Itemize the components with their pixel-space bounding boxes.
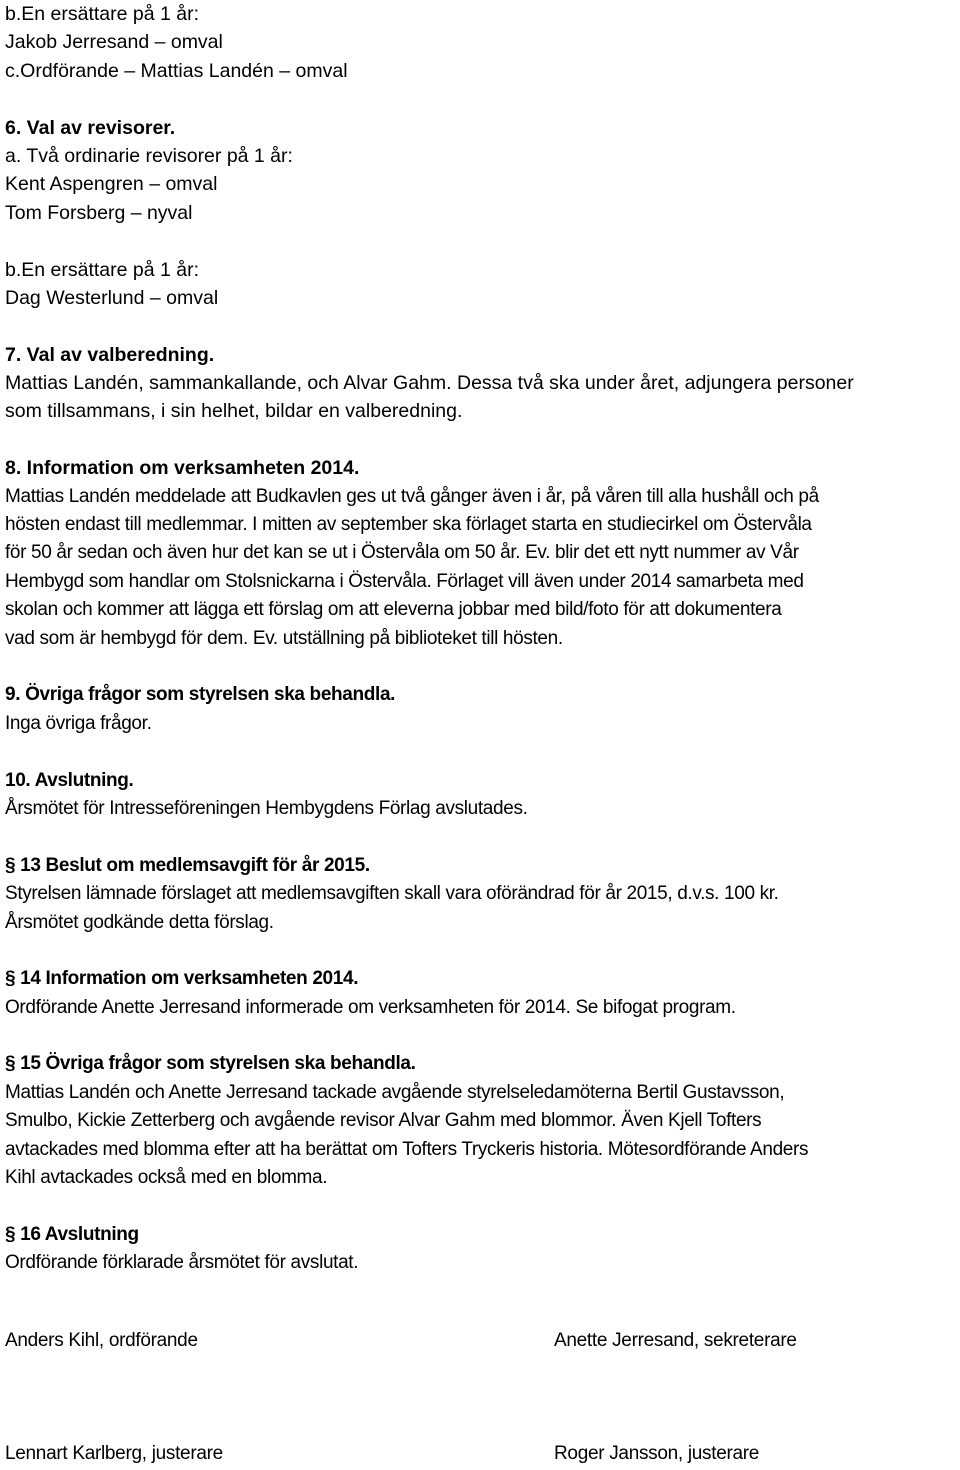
signature-row-2	[5, 1439, 955, 1469]
text-line: Ordförande Anette Jerresand informerade om verksamheten för 2014. Se bifogat program.	[5, 996, 736, 1018]
signature-chairman: Anders Kihl, ordförande	[5, 1330, 198, 1351]
signature-adjuster-1: Lennart Karlberg, justerare	[5, 1443, 223, 1464]
text-line: b.En ersättare på 1 år:	[5, 258, 200, 281]
text-line: Hembygd som handlar om Stolsnickarna i Östervåla. Förlaget vill även under 2014 samarbeta med	[5, 570, 804, 592]
paragraph-heading: § 14 Information om verksamheten 2014.	[5, 968, 359, 990]
text-line: Ordförande förklarade årsmötet för avslutat.	[5, 1252, 359, 1274]
section-6	[5, 114, 955, 228]
text-line: Dag Westerlund – omval	[5, 286, 219, 309]
signature-row-1	[5, 1326, 955, 1356]
text-line: Styrelsen lämnade förslaget att medlemsavgiften skall vara oförändrad för år 2015, d.v.s. 100 kr.	[5, 883, 779, 905]
section-heading: 6. Val av revisorer.	[5, 116, 176, 139]
paragraph-14	[5, 965, 955, 1022]
text-line: Tom Forsberg – nyval	[5, 201, 193, 224]
paragraph-15	[5, 1050, 955, 1192]
text-line: som tillsammans, i sin helhet, bildar en valberedning.	[5, 400, 463, 423]
paragraph-16	[5, 1221, 955, 1278]
text-line: Kihl avtackades också med en blomma.	[5, 1167, 328, 1189]
text-line: vad som är hembygd för dem. Ev. utställning på biblioteket till hösten.	[5, 627, 563, 649]
text-line: Jakob Jerresand – omval	[5, 31, 223, 54]
section-heading: 10. Avslutning.	[5, 769, 134, 791]
text-line: Mattias Landén och Anette Jerresand tackade avgående styrelseledamöterna Bertil Gustavsson,	[5, 1081, 785, 1103]
text-line: hösten endast till medlemmar. I mitten av september ska förlaget starta en studiecirkel om Östervåla	[5, 514, 812, 536]
text-line: avtackades med blomma efter att ha berättat om Tofters Tryckeris historia. Mötesordförande Anders	[5, 1138, 809, 1160]
signature-adjuster-2: Roger Jansson, justerare	[554, 1443, 760, 1464]
section-heading: 9. Övriga frågor som styrelsen ska behandla.	[5, 684, 396, 706]
section-6b	[5, 256, 955, 313]
text-line: Årsmötet godkände detta förslag.	[5, 911, 274, 933]
text-line: Mattias Landén, sammankallande, och Alvar Gahm. Dessa två ska under året, adjungera personer	[5, 372, 854, 395]
section-heading: 8. Information om verksamheten 2014.	[5, 457, 360, 480]
section-5-continued	[5, 0, 955, 85]
text-line: Kent Aspengren – omval	[5, 173, 218, 196]
section-9	[5, 681, 955, 738]
section-10	[5, 767, 955, 824]
text-line: b.En ersättare på 1 år:	[5, 3, 200, 25]
section-7	[5, 341, 955, 426]
text-line: c.Ordförande – Mattias Landén – omval	[5, 59, 348, 82]
paragraph-heading: § 16 Avslutning	[5, 1223, 139, 1245]
paragraph-heading: § 15 Övriga frågor som styrelsen ska behandla.	[5, 1053, 416, 1075]
section-heading: 7. Val av valberedning.	[5, 343, 215, 366]
text-line: Inga övriga frågor.	[5, 712, 152, 734]
paragraph-heading: § 13 Beslut om medlemsavgift för år 2015.	[5, 854, 370, 876]
text-line: för 50 år sedan och även hur det kan se ut i Östervåla om 50 år. Ev. blir det ett nytt nummer av Vår	[5, 542, 799, 564]
text-line: a. Två ordinarie revisorer på 1 år:	[5, 144, 293, 167]
text-line: skolan och kommer att lägga ett förslag om att eleverna jobbar med bild/foto för att dokumentera	[5, 599, 782, 621]
paragraph-13	[5, 852, 955, 937]
text-line: Smulbo, Kickie Zetterberg och avgående revisor Alvar Gahm med blommor. Även Kjell Tofters	[5, 1110, 762, 1132]
text-line: Årsmötet för Intresseföreningen Hembygdens Förlag avslutades.	[5, 797, 528, 819]
section-8	[5, 454, 955, 482]
protocol-page	[5, 0, 955, 1278]
text-line: Mattias Landén meddelade att Budkavlen ges ut två gånger även i år, på våren till alla hushåll och på	[5, 485, 819, 507]
section-8-body	[5, 483, 955, 653]
signature-secretary: Anette Jerresand, sekreterare	[554, 1330, 797, 1351]
